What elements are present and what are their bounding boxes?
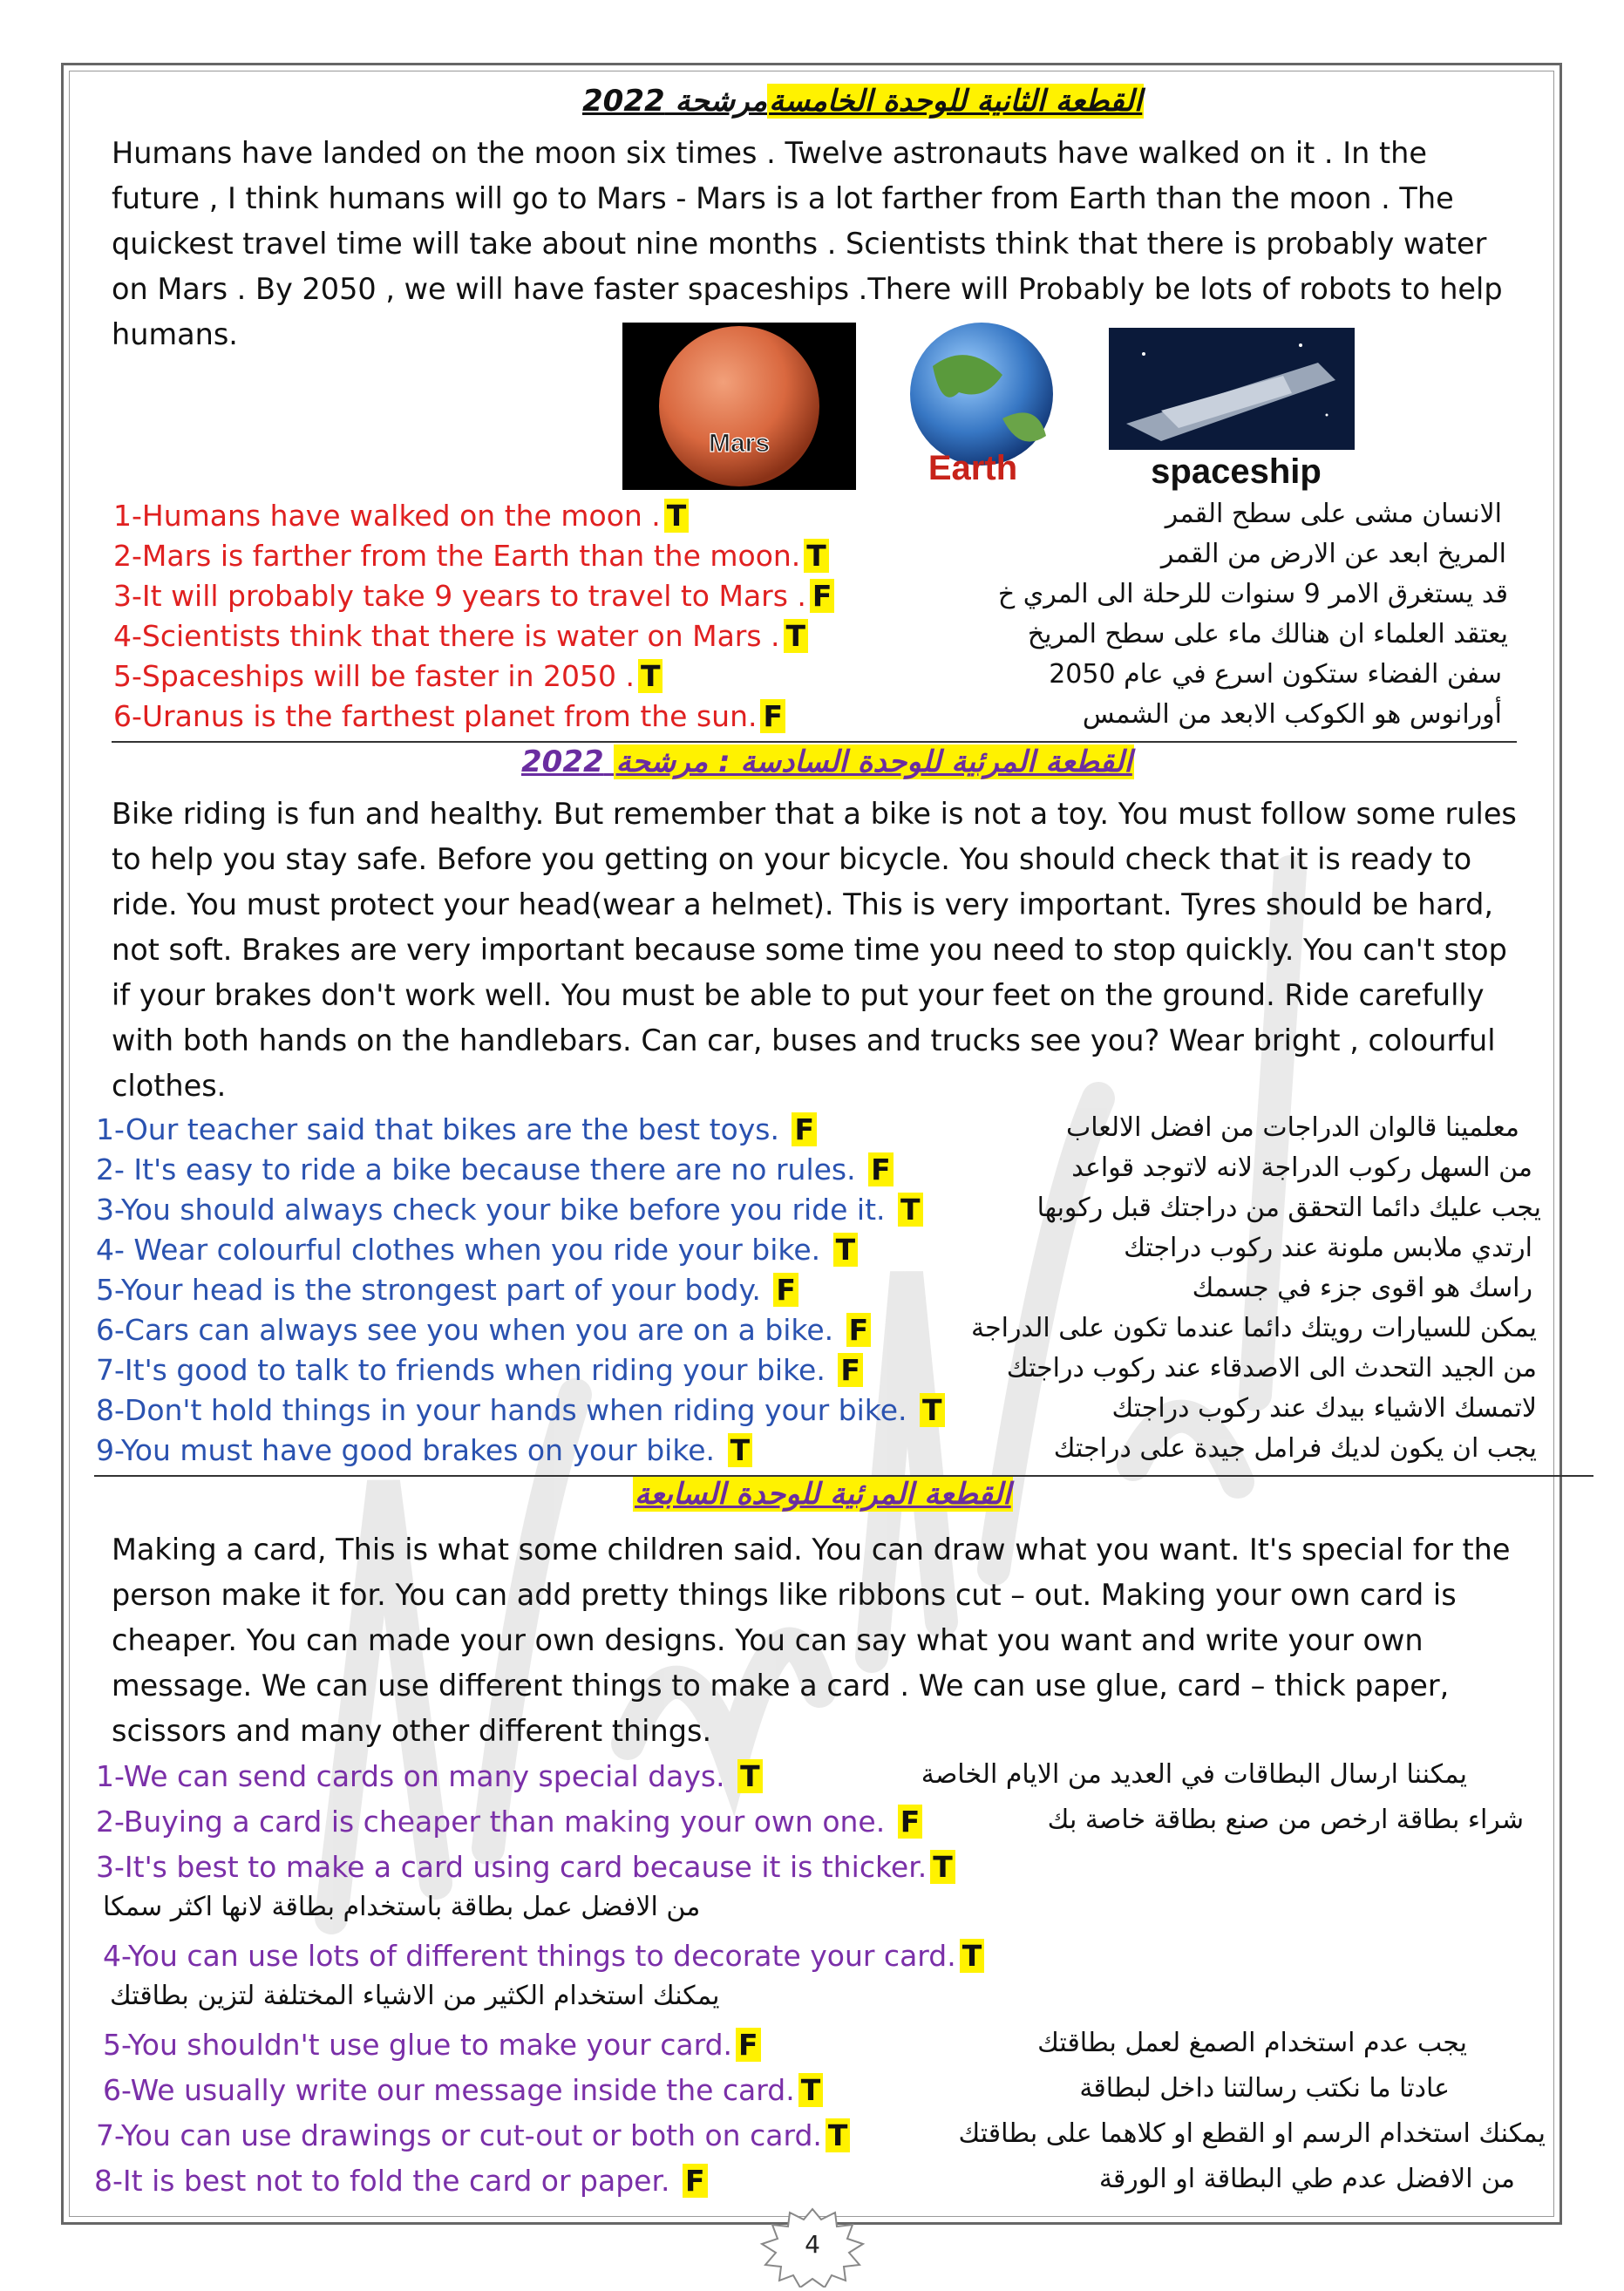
page-number-badge — [751, 2207, 873, 2288]
section1-title-highlight: القطعة الثانية للوحدة الخامسة — [769, 84, 1143, 119]
s2-question-7: 7-It's good to talk to friends when riding your bike. F — [96, 1353, 863, 1387]
s3-question-7: 7-You can use drawings or cut-out or both on card. T — [96, 2118, 850, 2152]
earth-label: Earth — [928, 449, 1018, 487]
s3-question-5: 5-You shouldn't use glue to make your card. F — [103, 2028, 761, 2062]
s2-question-5-ar: راسك هو اقوى جزء في جسمك — [1192, 1273, 1532, 1303]
section2-title-highlight: القطعة المرئية للوحدة السادسة : مرشحة — [615, 744, 1132, 779]
s1-question-4: 4-Scientists think that there is water on Mars . T — [113, 619, 808, 653]
s2-question-9: 9-You must have good brakes on your bike. T — [96, 1433, 752, 1467]
s3-question-1-ar: يمكننا ارسال البطاقات في العديد من الايام الخاصة — [921, 1759, 1467, 1790]
s2-question-1: 1-Our teacher said that bikes are the best toys. F — [96, 1112, 817, 1146]
section1-paragraph: Humans have landed on the moon six times . Twelve astronauts have walked on it . In the future , I think humans will go to Mars - Mars is a lot farther from Earth than the moon . The quickest travel time will take about nine months . Scientists think that there is probably water on Mars . By 2050 , we will have faster spaceships .There will Probably be lots of robots to help humans. — [112, 136, 1503, 351]
s1-question-1-ar: الانسان مشى على سطح القمر — [1165, 499, 1502, 529]
s2-question-7-ar: من الجيد التحدث الى الاصدقاء عند ركوب دراجتك — [1006, 1353, 1537, 1383]
section2-title — [521, 744, 1134, 779]
s3-question-1: 1-We can send cards on many special days. T — [96, 1759, 763, 1793]
s1-question-5-ar: سفن الفضاء ستكون اسرع في عام 2050 — [1049, 659, 1502, 690]
s2-question-3-ar: يجب عليك دائما التحقق من دراجتك قبل ركوبها — [1036, 1193, 1541, 1223]
section3-title-highlight: القطعة المرئية للوحدة السابعة — [635, 1477, 1011, 1512]
s2-question-5: 5-Your head is the strongest part of your body. F — [96, 1273, 798, 1307]
s2-question-9-ar: يجب ان يكون لديك فرامل جيدة على دراجتك — [1053, 1433, 1537, 1464]
s2-question-6-ar: يمكن للسيارات رويتك دائما عندما تكون على الدراجة — [971, 1313, 1537, 1343]
s3-question-8: 8-It is best not to fold the card or paper. F — [94, 2164, 708, 2198]
mars-planet-image — [622, 323, 856, 490]
s3-question-4: 4-You can use lots of different things to decorate your card. T — [103, 1939, 984, 1973]
s2-question-2: 2- It's easy to ride a bike because there are no rules. F — [96, 1152, 894, 1186]
s1-question-2-ar: المريخ ابعد عن الارض من القمر — [1160, 539, 1506, 569]
earth-globe-image — [872, 323, 1091, 490]
s3-question-4-ar: يمكنك استخدام الكثير من الاشياء المختلفة لتزين بطاقتك — [110, 1981, 720, 2011]
s3-question-5-ar: يجب عدم استخدام الصمغ لعمل بطاقتك — [1037, 2028, 1467, 2058]
spaceship-label: spaceship — [1151, 452, 1322, 491]
s3-question-3-ar: من الافضل عمل بطاقة باستخدام بطاقة لانها اكثر سمكا — [103, 1892, 701, 1922]
s3-question-7-ar: يمكنك استخدام الرسم او القطع او كلاهما على بطاقتك — [958, 2118, 1546, 2149]
s1-question-6-ar: أورانوس هو الكوكب الابعد من الشمس — [1082, 699, 1502, 730]
s1-question-3-ar: قد يستغرق الامر 9 سنوات للرحلة الى المري خ — [997, 579, 1508, 609]
section2-title-rest: 2022 — [521, 744, 604, 779]
s3-question-6-ar: عادتا ما نكتب رسالتنا داخل لبطاقة — [1079, 2073, 1450, 2104]
section1-title — [582, 84, 1144, 119]
s3-question-3: 3-It's best to make a card using card because it is thicker. T — [96, 1850, 955, 1884]
section3-paragraph: Making a card, This is what some children said. You can draw what you want. It's special for the person make it for. You can add pretty things like ribbons cut – out. Making your own card is cheaper. You can made your own designs. You can say what you want and write your own message. We can use different things to make a card . We can use glue, card – thick paper, scissors and many other different things. — [112, 1533, 1511, 1748]
s3-question-2-ar: شراء بطاقة ارخص من صنع بطاقة خاصة بك — [1047, 1805, 1524, 1835]
s3-question-8-ar: من الافضل عدم طي البطاقة او الورقة — [1098, 2164, 1515, 2194]
section1-title-rest: مرشحة 2022 — [582, 84, 768, 119]
s1-question-3: 3-It will probably take 9 years to travel to Mars . F — [113, 579, 834, 613]
s1-question-2: 2-Mars is farther from the Earth than the moon. T — [113, 539, 829, 573]
s2-question-6: 6-Cars can always see you when you are on a bike. F — [96, 1313, 871, 1347]
section-divider-1 — [112, 741, 1517, 743]
s3-question-6: 6-We usually write our message inside the card. T — [103, 2073, 823, 2107]
s1-question-6: 6-Uranus is the farthest planet from the sun. F — [113, 699, 785, 733]
s2-question-1-ar: معلمينا قالوان الدراجات من افضل الالعاب — [1066, 1112, 1519, 1143]
s1-question-1: 1-Humans have walked on the moon . T — [113, 499, 689, 533]
mars-label: Mars — [708, 429, 771, 458]
s2-question-4-ar: ارتدي ملابس ملونة عند ركوب دراجتك — [1124, 1233, 1532, 1263]
s2-question-2-ar: من السهل ركوب الدراجة لانه لاتوجد قواعد — [1071, 1152, 1532, 1183]
page-number: 4 — [805, 2230, 820, 2259]
section2-paragraph: Bike riding is fun and healthy. But remember that a bike is not a toy. You must follow some rules to help you stay safe. Before you getting on your bicycle. You should check that it is ready to ride. You must protect your head(wear a helmet). This is very important. Tyres should be hard, not soft. Brakes are very important because some time you need to stop quickly. You can't stop if your brakes don't work well. You must be able to put your feet on the ground. Ride carefully with both hands on the handlebars. Can car, buses and trucks see you? Wear bright , colourful clothes. — [112, 797, 1517, 1103]
s3-question-2: 2-Buying a card is cheaper than making your own one. F — [96, 1805, 922, 1839]
section3-title — [633, 1477, 1013, 1512]
s1-question-5: 5-Spaceships will be faster in 2050 . T — [113, 659, 663, 693]
spaceship-image — [1109, 328, 1355, 492]
s2-question-8-ar: لاتمسك الاشياء بيدك عند ركوب دراجتك — [1111, 1393, 1537, 1424]
s2-question-4: 4- Wear colourful clothes when you ride your bike. T — [96, 1233, 858, 1267]
s1-question-4-ar: يعتقد العلماء ان هنالك ماء على سطح المريخ — [1027, 619, 1508, 649]
s2-question-8: 8-Don't hold things in your hands when riding your bike. T — [96, 1393, 945, 1427]
s2-question-3: 3-You should always check your bike before you ride it. T — [96, 1193, 923, 1227]
